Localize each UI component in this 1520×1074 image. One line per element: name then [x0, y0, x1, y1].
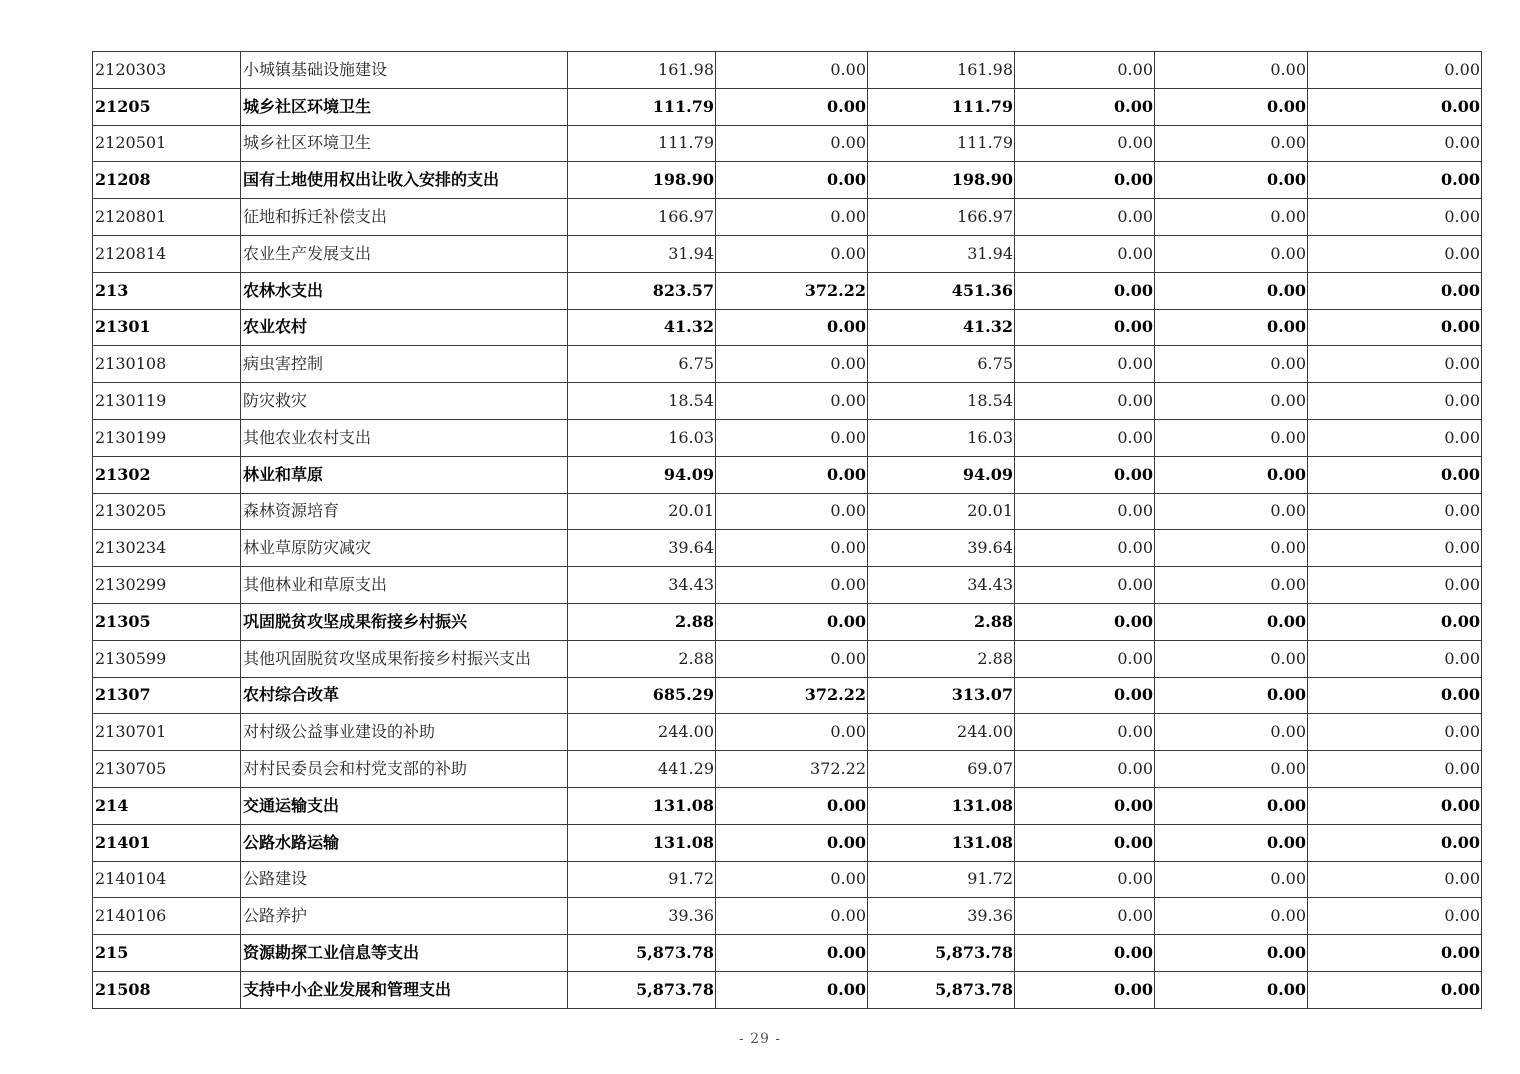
amount-cell-col-5: 0.00 — [1155, 199, 1308, 236]
amount-cell-col-6: 0.00 — [1308, 787, 1482, 824]
amount-cell-col-3: 31.94 — [868, 235, 1015, 272]
amount-cell-col-5: 0.00 — [1155, 861, 1308, 898]
amount-cell-col-6: 0.00 — [1308, 640, 1482, 677]
amount-cell-col-6: 0.00 — [1308, 935, 1482, 972]
account-code-cell: 2140104 — [93, 861, 241, 898]
amount-cell-col-3: 18.54 — [868, 383, 1015, 420]
amount-cell-col-5: 0.00 — [1155, 419, 1308, 456]
account-name-cell: 森林资源培育 — [241, 493, 568, 530]
amount-cell-col-4: 0.00 — [1015, 88, 1155, 125]
amount-cell-col-2: 0.00 — [716, 861, 868, 898]
account-name-cell: 公路建设 — [241, 861, 568, 898]
amount-cell-col-2: 0.00 — [716, 530, 868, 567]
account-code-cell: 21205 — [93, 88, 241, 125]
amount-cell-col-1: 34.43 — [568, 567, 716, 604]
amount-cell-col-3: 166.97 — [868, 199, 1015, 236]
account-code-cell: 2130705 — [93, 751, 241, 788]
amount-cell-col-3: 20.01 — [868, 493, 1015, 530]
amount-cell-col-3: 5,873.78 — [868, 935, 1015, 972]
amount-cell-col-5: 0.00 — [1155, 971, 1308, 1008]
amount-cell-col-3: 111.79 — [868, 88, 1015, 125]
account-name-cell: 国有土地使用权出让收入安排的支出 — [241, 162, 568, 199]
amount-cell-col-6: 0.00 — [1308, 751, 1482, 788]
amount-cell-col-5: 0.00 — [1155, 52, 1308, 89]
amount-cell-col-2: 0.00 — [716, 603, 868, 640]
amount-cell-col-4: 0.00 — [1015, 530, 1155, 567]
amount-cell-col-6: 0.00 — [1308, 309, 1482, 346]
amount-cell-col-1: 91.72 — [568, 861, 716, 898]
table-row — [93, 935, 1482, 972]
amount-cell-col-3: 69.07 — [868, 751, 1015, 788]
account-name-cell: 病虫害控制 — [241, 346, 568, 383]
table-row — [93, 419, 1482, 456]
amount-cell-col-3: 161.98 — [868, 52, 1015, 89]
amount-cell-col-2: 0.00 — [716, 456, 868, 493]
amount-cell-col-4: 0.00 — [1015, 971, 1155, 1008]
table-row — [93, 346, 1482, 383]
account-code-cell: 21401 — [93, 824, 241, 861]
amount-cell-col-2: 0.00 — [716, 235, 868, 272]
amount-cell-col-6: 0.00 — [1308, 861, 1482, 898]
amount-cell-col-1: 161.98 — [568, 52, 716, 89]
account-name-cell: 公路水路运输 — [241, 824, 568, 861]
amount-cell-col-2: 0.00 — [716, 383, 868, 420]
amount-cell-col-1: 131.08 — [568, 787, 716, 824]
table-row — [93, 383, 1482, 420]
account-name-cell: 防灾救灾 — [241, 383, 568, 420]
account-code-cell: 215 — [93, 935, 241, 972]
amount-cell-col-6: 0.00 — [1308, 383, 1482, 420]
amount-cell-col-1: 2.88 — [568, 640, 716, 677]
amount-cell-col-1: 31.94 — [568, 235, 716, 272]
account-code-cell: 214 — [93, 787, 241, 824]
amount-cell-col-6: 0.00 — [1308, 567, 1482, 604]
amount-cell-col-2: 372.22 — [716, 751, 868, 788]
account-name-cell: 城乡社区环境卫生 — [241, 88, 568, 125]
amount-cell-col-6: 0.00 — [1308, 199, 1482, 236]
amount-cell-col-1: 441.29 — [568, 751, 716, 788]
amount-cell-col-2: 372.22 — [716, 677, 868, 714]
amount-cell-col-3: 6.75 — [868, 346, 1015, 383]
account-name-cell: 巩固脱贫攻坚成果衔接乡村振兴 — [241, 603, 568, 640]
amount-cell-col-6: 0.00 — [1308, 272, 1482, 309]
amount-cell-col-2: 0.00 — [716, 971, 868, 1008]
amount-cell-col-4: 0.00 — [1015, 162, 1155, 199]
amount-cell-col-5: 0.00 — [1155, 346, 1308, 383]
account-name-cell: 交通运输支出 — [241, 787, 568, 824]
amount-cell-col-4: 0.00 — [1015, 309, 1155, 346]
amount-cell-col-2: 0.00 — [716, 567, 868, 604]
amount-cell-col-3: 244.00 — [868, 714, 1015, 751]
amount-cell-col-1: 111.79 — [568, 125, 716, 162]
table-row — [93, 52, 1482, 89]
table-row — [93, 861, 1482, 898]
amount-cell-col-5: 0.00 — [1155, 309, 1308, 346]
table-row — [93, 824, 1482, 861]
amount-cell-col-3: 313.07 — [868, 677, 1015, 714]
account-code-cell: 213 — [93, 272, 241, 309]
account-name-cell: 对村级公益事业建设的补助 — [241, 714, 568, 751]
account-name-cell: 其他巩固脱贫攻坚成果衔接乡村振兴支出 — [241, 640, 568, 677]
account-name-cell: 农业农村 — [241, 309, 568, 346]
amount-cell-col-2: 0.00 — [716, 493, 868, 530]
amount-cell-col-3: 34.43 — [868, 567, 1015, 604]
amount-cell-col-2: 0.00 — [716, 88, 868, 125]
amount-cell-col-4: 0.00 — [1015, 419, 1155, 456]
amount-cell-col-5: 0.00 — [1155, 787, 1308, 824]
amount-cell-col-2: 0.00 — [716, 346, 868, 383]
amount-cell-col-6: 0.00 — [1308, 235, 1482, 272]
amount-cell-col-1: 6.75 — [568, 346, 716, 383]
amount-cell-col-1: 2.88 — [568, 603, 716, 640]
amount-cell-col-2: 0.00 — [716, 162, 868, 199]
amount-cell-col-5: 0.00 — [1155, 456, 1308, 493]
amount-cell-col-4: 0.00 — [1015, 935, 1155, 972]
amount-cell-col-4: 0.00 — [1015, 125, 1155, 162]
amount-cell-col-4: 0.00 — [1015, 567, 1155, 604]
amount-cell-col-3: 91.72 — [868, 861, 1015, 898]
account-code-cell: 2120801 — [93, 199, 241, 236]
amount-cell-col-2: 0.00 — [716, 935, 868, 972]
account-code-cell: 2130108 — [93, 346, 241, 383]
account-code-cell: 2140106 — [93, 898, 241, 935]
table-row — [93, 677, 1482, 714]
amount-cell-col-2: 372.22 — [716, 272, 868, 309]
account-name-cell: 农林水支出 — [241, 272, 568, 309]
amount-cell-col-5: 0.00 — [1155, 567, 1308, 604]
amount-cell-col-1: 5,873.78 — [568, 971, 716, 1008]
amount-cell-col-3: 2.88 — [868, 640, 1015, 677]
amount-cell-col-6: 0.00 — [1308, 714, 1482, 751]
amount-cell-col-1: 198.90 — [568, 162, 716, 199]
account-name-cell: 城乡社区环境卫生 — [241, 125, 568, 162]
table-row — [93, 603, 1482, 640]
amount-cell-col-6: 0.00 — [1308, 898, 1482, 935]
amount-cell-col-6: 0.00 — [1308, 824, 1482, 861]
amount-cell-col-1: 5,873.78 — [568, 935, 716, 972]
table-row — [93, 199, 1482, 236]
table-row — [93, 125, 1482, 162]
amount-cell-col-4: 0.00 — [1015, 272, 1155, 309]
table-row — [93, 787, 1482, 824]
amount-cell-col-1: 94.09 — [568, 456, 716, 493]
table-row — [93, 567, 1482, 604]
account-name-cell: 公路养护 — [241, 898, 568, 935]
amount-cell-col-2: 0.00 — [716, 787, 868, 824]
amount-cell-col-3: 39.64 — [868, 530, 1015, 567]
amount-cell-col-6: 0.00 — [1308, 346, 1482, 383]
amount-cell-col-1: 20.01 — [568, 493, 716, 530]
account-name-cell: 其他农业农村支出 — [241, 419, 568, 456]
amount-cell-col-6: 0.00 — [1308, 162, 1482, 199]
amount-cell-col-5: 0.00 — [1155, 935, 1308, 972]
amount-cell-col-4: 0.00 — [1015, 383, 1155, 420]
account-name-cell: 林业草原防灾减灾 — [241, 530, 568, 567]
amount-cell-col-6: 0.00 — [1308, 52, 1482, 89]
account-code-cell: 21508 — [93, 971, 241, 1008]
amount-cell-col-4: 0.00 — [1015, 346, 1155, 383]
account-code-cell: 2130234 — [93, 530, 241, 567]
amount-cell-col-4: 0.00 — [1015, 898, 1155, 935]
amount-cell-col-6: 0.00 — [1308, 493, 1482, 530]
account-code-cell: 21302 — [93, 456, 241, 493]
amount-cell-col-6: 0.00 — [1308, 971, 1482, 1008]
table-row — [93, 309, 1482, 346]
amount-cell-col-5: 0.00 — [1155, 640, 1308, 677]
amount-cell-col-3: 198.90 — [868, 162, 1015, 199]
table-row — [93, 162, 1482, 199]
amount-cell-col-3: 111.79 — [868, 125, 1015, 162]
amount-cell-col-5: 0.00 — [1155, 125, 1308, 162]
amount-cell-col-4: 0.00 — [1015, 456, 1155, 493]
budget-table — [92, 51, 1482, 1009]
amount-cell-col-4: 0.00 — [1015, 199, 1155, 236]
amount-cell-col-5: 0.00 — [1155, 493, 1308, 530]
amount-cell-col-5: 0.00 — [1155, 677, 1308, 714]
account-name-cell: 支持中小企业发展和管理支出 — [241, 971, 568, 1008]
amount-cell-col-2: 0.00 — [716, 52, 868, 89]
amount-cell-col-1: 823.57 — [568, 272, 716, 309]
amount-cell-col-4: 0.00 — [1015, 861, 1155, 898]
account-code-cell: 21301 — [93, 309, 241, 346]
amount-cell-col-1: 39.64 — [568, 530, 716, 567]
amount-cell-col-6: 0.00 — [1308, 125, 1482, 162]
table-row — [93, 530, 1482, 567]
table-row — [93, 751, 1482, 788]
amount-cell-col-3: 131.08 — [868, 787, 1015, 824]
page-number: - 29 - — [738, 1031, 782, 1047]
amount-cell-col-1: 18.54 — [568, 383, 716, 420]
amount-cell-col-2: 0.00 — [716, 419, 868, 456]
amount-cell-col-5: 0.00 — [1155, 272, 1308, 309]
amount-cell-col-5: 0.00 — [1155, 824, 1308, 861]
amount-cell-col-2: 0.00 — [716, 125, 868, 162]
amount-cell-col-5: 0.00 — [1155, 751, 1308, 788]
table-row — [93, 971, 1482, 1008]
amount-cell-col-5: 0.00 — [1155, 162, 1308, 199]
amount-cell-col-6: 0.00 — [1308, 677, 1482, 714]
amount-cell-col-1: 166.97 — [568, 199, 716, 236]
amount-cell-col-6: 0.00 — [1308, 530, 1482, 567]
amount-cell-col-6: 0.00 — [1308, 456, 1482, 493]
amount-cell-col-6: 0.00 — [1308, 419, 1482, 456]
amount-cell-col-2: 0.00 — [716, 199, 868, 236]
table-row — [93, 88, 1482, 125]
amount-cell-col-5: 0.00 — [1155, 235, 1308, 272]
account-code-cell: 2130299 — [93, 567, 241, 604]
account-code-cell: 21305 — [93, 603, 241, 640]
amount-cell-col-5: 0.00 — [1155, 898, 1308, 935]
table-body — [93, 52, 1482, 1009]
account-name-cell: 农业生产发展支出 — [241, 235, 568, 272]
amount-cell-col-4: 0.00 — [1015, 493, 1155, 530]
amount-cell-col-3: 39.36 — [868, 898, 1015, 935]
amount-cell-col-3: 41.32 — [868, 309, 1015, 346]
account-code-cell: 2120814 — [93, 235, 241, 272]
account-code-cell: 21208 — [93, 162, 241, 199]
amount-cell-col-6: 0.00 — [1308, 603, 1482, 640]
amount-cell-col-5: 0.00 — [1155, 530, 1308, 567]
amount-cell-col-3: 2.88 — [868, 603, 1015, 640]
amount-cell-col-1: 41.32 — [568, 309, 716, 346]
amount-cell-col-3: 16.03 — [868, 419, 1015, 456]
amount-cell-col-1: 244.00 — [568, 714, 716, 751]
amount-cell-col-1: 39.36 — [568, 898, 716, 935]
account-code-cell: 2130205 — [93, 493, 241, 530]
account-code-cell: 2130199 — [93, 419, 241, 456]
amount-cell-col-4: 0.00 — [1015, 787, 1155, 824]
account-code-cell: 2130119 — [93, 383, 241, 420]
amount-cell-col-2: 0.00 — [716, 714, 868, 751]
table-row — [93, 493, 1482, 530]
amount-cell-col-1: 685.29 — [568, 677, 716, 714]
account-name-cell: 对村民委员会和村党支部的补助 — [241, 751, 568, 788]
account-name-cell: 农村综合改革 — [241, 677, 568, 714]
table-row — [93, 714, 1482, 751]
amount-cell-col-5: 0.00 — [1155, 603, 1308, 640]
amount-cell-col-4: 0.00 — [1015, 52, 1155, 89]
amount-cell-col-3: 131.08 — [868, 824, 1015, 861]
amount-cell-col-1: 16.03 — [568, 419, 716, 456]
table-row — [93, 272, 1482, 309]
account-code-cell: 21307 — [93, 677, 241, 714]
amount-cell-col-4: 0.00 — [1015, 824, 1155, 861]
amount-cell-col-3: 94.09 — [868, 456, 1015, 493]
account-name-cell: 资源勘探工业信息等支出 — [241, 935, 568, 972]
amount-cell-col-4: 0.00 — [1015, 235, 1155, 272]
amount-cell-col-4: 0.00 — [1015, 640, 1155, 677]
amount-cell-col-2: 0.00 — [716, 309, 868, 346]
amount-cell-col-6: 0.00 — [1308, 88, 1482, 125]
account-name-cell: 其他林业和草原支出 — [241, 567, 568, 604]
account-code-cell: 2130599 — [93, 640, 241, 677]
amount-cell-col-5: 0.00 — [1155, 88, 1308, 125]
amount-cell-col-4: 0.00 — [1015, 714, 1155, 751]
amount-cell-col-1: 111.79 — [568, 88, 716, 125]
table-row — [93, 898, 1482, 935]
account-name-cell: 林业和草原 — [241, 456, 568, 493]
amount-cell-col-2: 0.00 — [716, 898, 868, 935]
amount-cell-col-2: 0.00 — [716, 640, 868, 677]
account-name-cell: 小城镇基础设施建设 — [241, 52, 568, 89]
table-row — [93, 640, 1482, 677]
table-row — [93, 456, 1482, 493]
amount-cell-col-3: 5,873.78 — [868, 971, 1015, 1008]
amount-cell-col-4: 0.00 — [1015, 751, 1155, 788]
amount-cell-col-2: 0.00 — [716, 824, 868, 861]
amount-cell-col-5: 0.00 — [1155, 383, 1308, 420]
amount-cell-col-3: 451.36 — [868, 272, 1015, 309]
table-row — [93, 235, 1482, 272]
account-code-cell: 2120303 — [93, 52, 241, 89]
amount-cell-col-5: 0.00 — [1155, 714, 1308, 751]
account-code-cell: 2120501 — [93, 125, 241, 162]
amount-cell-col-4: 0.00 — [1015, 677, 1155, 714]
amount-cell-col-1: 131.08 — [568, 824, 716, 861]
account-name-cell: 征地和拆迁补偿支出 — [241, 199, 568, 236]
amount-cell-col-4: 0.00 — [1015, 603, 1155, 640]
account-code-cell: 2130701 — [93, 714, 241, 751]
